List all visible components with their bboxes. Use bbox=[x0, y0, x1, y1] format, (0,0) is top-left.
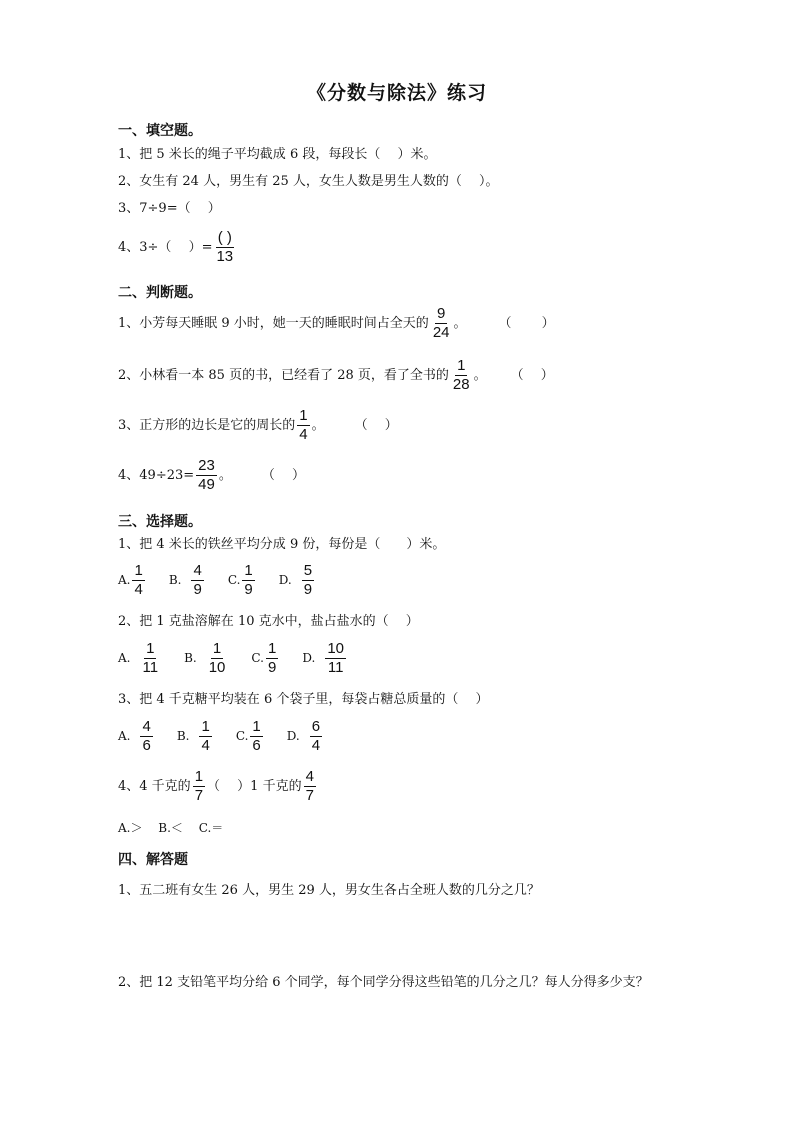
fraction bbox=[304, 769, 316, 804]
option-b[interactable]: B. $\frac{1}{10}$ bbox=[184, 640, 226, 676]
fill-question-3: 3、7÷9=（ ） bbox=[118, 201, 221, 216]
fraction: $\frac{4}{6}$ bbox=[142, 718, 151, 754]
section-judge: 二、判断题。 bbox=[118, 285, 202, 301]
fraction-numerator: 1 bbox=[194, 768, 204, 785]
judge-q1-blank: （ ） bbox=[498, 315, 555, 331]
fill-question-1: 1、把 5 米长的绳子平均截成 6 段，每段长（ ）米。 bbox=[118, 147, 437, 162]
fraction-denominator: 28 bbox=[452, 375, 470, 393]
choice-question-3: 3、把 4 千克糖平均装在 6 个袋子里，每袋占糖总质量的（ ） bbox=[118, 692, 489, 707]
judge-q3-period: 。 bbox=[311, 417, 325, 433]
judge-q3-blank: （ ） bbox=[354, 417, 398, 433]
judge-q4-period: 。 bbox=[218, 467, 232, 483]
choice-q1-options bbox=[118, 563, 316, 598]
option-d[interactable]: D. $\frac{6}{4}$ bbox=[286, 718, 321, 754]
judge-question-3 bbox=[118, 408, 398, 443]
fraction: $\frac{1}{9}$ bbox=[244, 562, 253, 598]
judge-question-1 bbox=[118, 306, 555, 341]
fraction: $\frac{1}{4}$ bbox=[134, 562, 143, 598]
judge-q2-blank: （ ） bbox=[510, 367, 554, 383]
fraction-numerator: 9 bbox=[436, 305, 446, 322]
judge-q4-blank: （ ） bbox=[261, 467, 305, 483]
fraction bbox=[297, 408, 309, 443]
option-c[interactable]: C. $\frac{1}{9}$ bbox=[251, 640, 277, 676]
option-d[interactable]: D. $\frac{5}{9}$ bbox=[278, 562, 313, 598]
option-a[interactable]: A. $\frac{1}{4}$ bbox=[118, 562, 143, 598]
option-c[interactable]: C. $\frac{1}{9}$ bbox=[227, 562, 253, 598]
fraction: $\frac{5}{9}$ bbox=[303, 562, 313, 598]
fraction-denominator: 4 bbox=[299, 425, 308, 443]
fill-question-4 bbox=[118, 230, 237, 265]
choice-question-4 bbox=[118, 769, 318, 804]
judge-q2-text: 2、小林看一本 85 页的书，已经看了 28 页，看了全书的 bbox=[118, 367, 449, 383]
option-a[interactable]: A. $\frac{4}{6}$ bbox=[118, 718, 151, 754]
choice-q2-options bbox=[118, 641, 348, 676]
solve-question-1: 1、五二班有女生 26 人，男生 29 人，男女生各占全班人数的几分之几？ bbox=[118, 883, 540, 898]
fraction-numerator: ( ) bbox=[217, 229, 232, 246]
fraction: $\frac{1}{4}$ bbox=[201, 718, 210, 754]
judge-q4-text: 4、49÷23= bbox=[118, 467, 195, 483]
judge-q3-text: 3、正方形的边长是它的周长的 bbox=[118, 417, 296, 433]
fraction bbox=[214, 230, 235, 265]
section-solve: 四、解答题 bbox=[118, 852, 188, 868]
fraction: $\frac{1}{11}$ bbox=[142, 640, 159, 676]
fraction: $\frac{6}{4}$ bbox=[311, 718, 321, 754]
fraction-denominator: 49 bbox=[198, 475, 215, 493]
choice-q3-options bbox=[118, 719, 324, 754]
fraction bbox=[431, 306, 452, 341]
option-d[interactable]: D. $\frac{10}{11}$ bbox=[302, 640, 345, 676]
option-b[interactable]: B. $\frac{4}{9}$ bbox=[168, 562, 202, 598]
fraction: $\frac{10}{11}$ bbox=[327, 640, 345, 676]
fraction: $\frac{1}{10}$ bbox=[208, 640, 226, 676]
fraction-denominator: 24 bbox=[432, 323, 450, 341]
fill-question-2: 2、女生有 24 人，男生有 25 人，女生人数是男生人数的（ ）。 bbox=[118, 174, 499, 189]
fraction bbox=[196, 458, 217, 493]
judge-q1-text: 1、小芳每天睡眠 9 小时，她一天的睡眠时间占全天的 bbox=[118, 315, 429, 331]
judge-question-4 bbox=[118, 458, 305, 493]
solve-question-2: 2、把 12 支铅笔平均分给 6 个同学，每个同学分得这些铅笔的几分之几？每人分得多少支？ bbox=[118, 975, 649, 990]
judge-q2-period: 。 bbox=[473, 367, 487, 383]
fraction-numerator: 4 bbox=[305, 768, 314, 785]
section-choice: 三、选择题。 bbox=[118, 514, 202, 530]
fraction bbox=[451, 358, 472, 393]
choice-question-2: 2、把 1 克盐溶解在 10 克水中，盐占盐水的（ ） bbox=[118, 614, 419, 629]
fraction bbox=[193, 769, 205, 804]
option-c[interactable]: C. $\frac{1}{6}$ bbox=[235, 718, 261, 754]
choice-q4-text-2: （ ）1 千克的 bbox=[207, 778, 302, 794]
fraction-denominator: 13 bbox=[216, 247, 234, 265]
fraction: $\frac{1}{6}$ bbox=[252, 718, 261, 754]
fill-q4-text: 4、3÷（ ）= bbox=[118, 239, 213, 255]
fraction: $\frac{4}{9}$ bbox=[193, 562, 202, 598]
fraction-numerator: 23 bbox=[198, 457, 215, 474]
section-fill-in: 一、填空题。 bbox=[118, 123, 202, 139]
option-b[interactable]: B. $\frac{1}{4}$ bbox=[176, 718, 210, 754]
fraction: $\frac{1}{9}$ bbox=[267, 640, 277, 676]
option-a[interactable]: A. $\frac{1}{11}$ bbox=[118, 640, 159, 676]
choice-q4-options: A.＞ B.＜ C.＝ bbox=[118, 821, 224, 835]
fraction-numerator: 1 bbox=[299, 407, 308, 424]
fraction-numerator: 1 bbox=[457, 357, 466, 374]
page-title: 《分数与除法》练习 bbox=[306, 82, 487, 104]
fraction-denominator: 7 bbox=[194, 786, 204, 804]
choice-question-1: 1、把 4 米长的铁丝平均分成 9 份，每份是（ ）米。 bbox=[118, 537, 446, 552]
fraction-denominator: 7 bbox=[305, 786, 314, 804]
judge-question-2 bbox=[118, 358, 554, 393]
judge-q1-period: 。 bbox=[453, 315, 467, 331]
choice-q4-text-1: 4、4 千克的 bbox=[118, 778, 191, 794]
